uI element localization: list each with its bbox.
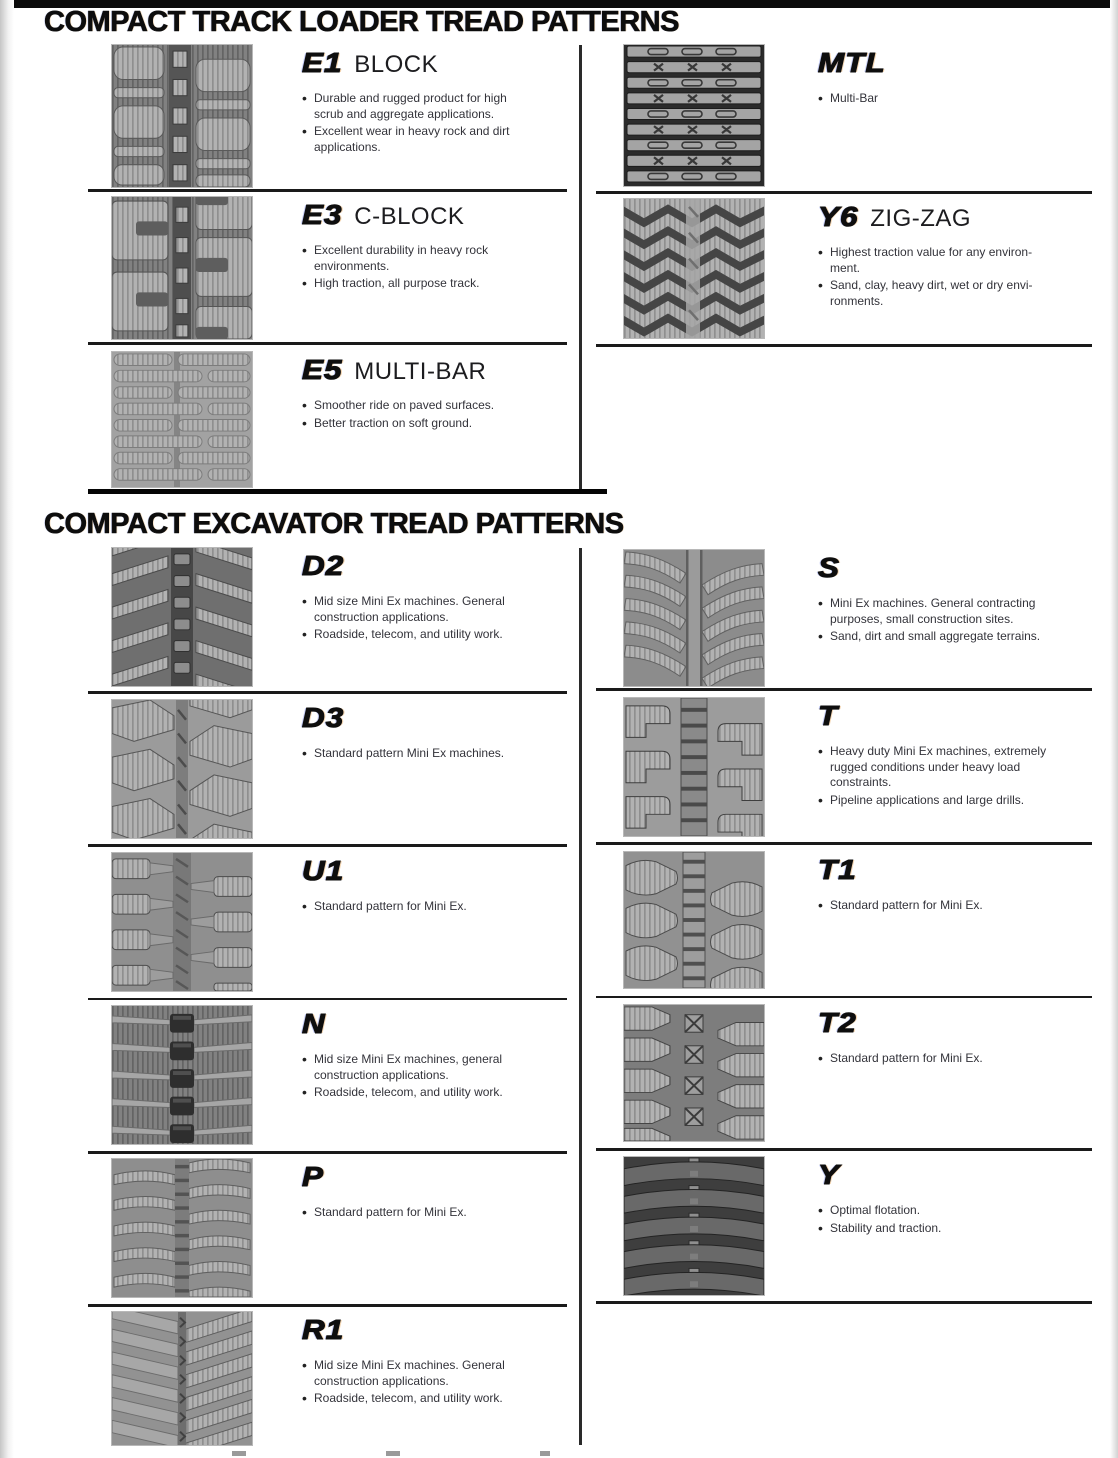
tread-photo-d2 xyxy=(112,548,252,686)
pattern-title xyxy=(302,47,530,83)
tread-photo-e5-multi-bar xyxy=(112,352,252,487)
tread-row-r1 xyxy=(112,1312,572,1447)
page-cutoff-mark xyxy=(540,1451,550,1456)
bullet-item: • Pipeline applications and large drills. xyxy=(818,793,1054,809)
tread-photo-t xyxy=(624,698,764,836)
bullet-item: • Standard pattern Mini Ex machines. xyxy=(302,746,530,762)
bullet-list xyxy=(818,744,1054,808)
row-separator xyxy=(596,1148,1092,1151)
pattern-code: MTL xyxy=(818,47,886,78)
pattern-code: R1 xyxy=(302,1314,345,1345)
tread-row-t2 xyxy=(624,1005,1094,1145)
tread-photo-s xyxy=(624,550,764,686)
pattern-code: D2 xyxy=(302,550,345,581)
pattern-name: BLOCK xyxy=(354,51,439,78)
tread-photo-d3 xyxy=(112,700,252,838)
bullet-list xyxy=(302,899,530,915)
row-separator xyxy=(596,344,1092,347)
tread-photo-t2 xyxy=(624,1005,764,1141)
tread-photo-e1-block xyxy=(112,45,252,187)
row-separator xyxy=(88,1151,567,1154)
row-separator xyxy=(88,342,567,345)
page-cutoff-mark xyxy=(232,1451,246,1456)
page-left-edge xyxy=(0,0,14,1458)
pattern-title xyxy=(818,47,1054,83)
bullet-item: • Standard pattern for Mini Ex. xyxy=(818,1051,1054,1067)
pattern-title xyxy=(818,700,1054,736)
bullet-item: • High traction, all purpose track. xyxy=(302,276,530,292)
bullet-item: • Stability and traction. xyxy=(818,1221,1054,1237)
bullet-list xyxy=(302,398,530,431)
section-bottom-rule xyxy=(88,489,607,494)
section-title-track-loader: COMPACT TRACK LOADER TREAD PATTERNS xyxy=(44,6,679,38)
bullet-item: • Roadside, telecom, and utility work. xyxy=(302,1391,530,1407)
tread-row-e1 xyxy=(112,45,572,189)
pattern-title xyxy=(818,1007,1054,1043)
bullet-item: • Sand, dirt and small aggregate terrains. xyxy=(818,629,1054,645)
pattern-name: ZIG-ZAG xyxy=(870,205,972,232)
row-separator xyxy=(88,691,567,694)
bullet-item: • Optimal flotation. xyxy=(818,1203,1054,1219)
bullet-list xyxy=(818,898,1054,914)
bullet-item: • Multi-Bar xyxy=(818,91,1054,107)
bullet-item: • Durable and rugged product for high scrub and aggregate applications. xyxy=(302,91,530,122)
pattern-title xyxy=(818,201,1054,237)
bullet-list xyxy=(302,243,530,292)
tread-photo-e3-c-block xyxy=(112,197,252,339)
pattern-code: T xyxy=(818,700,839,731)
row-separator xyxy=(596,1301,1092,1304)
pattern-title xyxy=(302,550,530,586)
page-right-edge xyxy=(1110,0,1118,1458)
tread-photo-y6-zig-zag xyxy=(624,199,764,338)
row-separator xyxy=(596,688,1092,691)
tread-photo-t1 xyxy=(624,852,764,988)
tread-row-s xyxy=(624,550,1094,688)
pattern-title xyxy=(302,702,530,738)
bullet-list xyxy=(302,1358,530,1407)
tread-row-t xyxy=(624,698,1094,838)
pattern-code: Y6 xyxy=(818,201,859,232)
tread-row-p xyxy=(112,1159,572,1299)
pattern-name: MULTI-BAR xyxy=(354,358,487,385)
pattern-code: E5 xyxy=(302,354,343,385)
bullet-item: • Mid size Mini Ex machines. General construction applications. xyxy=(302,1358,530,1389)
pattern-code: P xyxy=(302,1161,325,1192)
row-separator xyxy=(88,844,567,847)
row-separator xyxy=(88,998,567,1001)
tread-photo-u1 xyxy=(112,853,252,991)
tread-row-t1 xyxy=(624,852,1094,992)
row-separator xyxy=(596,996,1092,999)
pattern-code: E3 xyxy=(302,199,343,230)
bullet-item: • Highest traction value for any environ-ment. xyxy=(818,245,1054,276)
pattern-title xyxy=(818,854,1054,890)
column-divider xyxy=(579,548,582,1445)
pattern-title xyxy=(302,1314,530,1350)
pattern-code: S xyxy=(818,552,841,583)
pattern-title xyxy=(302,199,530,235)
bullet-list xyxy=(818,1203,1054,1236)
tread-photo-y xyxy=(624,1157,764,1295)
tread-row-mtl xyxy=(624,45,1094,189)
bullet-list xyxy=(818,245,1054,309)
pattern-code: E1 xyxy=(302,47,343,78)
page-cutoff-mark xyxy=(386,1451,400,1456)
bullet-item: • Better traction on soft ground. xyxy=(302,416,530,432)
bullet-item: • Mini Ex machines. General contracting purposes, small construction sites. xyxy=(818,596,1054,627)
row-separator xyxy=(596,842,1092,845)
pattern-title xyxy=(302,1008,530,1044)
bullet-list xyxy=(302,1205,530,1221)
pattern-code: T1 xyxy=(818,854,857,885)
pattern-name: C-BLOCK xyxy=(354,203,465,230)
pattern-title xyxy=(818,552,1054,588)
bullet-item: • Sand, clay, heavy dirt, wet or dry envi-ronments. xyxy=(818,278,1054,309)
bullet-list xyxy=(302,594,530,643)
row-separator xyxy=(88,189,567,192)
pattern-code: D3 xyxy=(302,702,345,733)
tread-row-y6 xyxy=(624,199,1094,341)
section-title-excavator: COMPACT EXCAVATOR TREAD PATTERNS xyxy=(44,508,624,540)
tread-row-u1 xyxy=(112,853,572,993)
pattern-code: T2 xyxy=(818,1007,857,1038)
pattern-title xyxy=(302,1161,530,1197)
pattern-title xyxy=(302,855,530,891)
bullet-list xyxy=(302,91,530,155)
bullet-item: • Roadside, telecom, and utility work. xyxy=(302,1085,530,1101)
bullet-item: • Mid size Mini Ex machines, general construction applications. xyxy=(302,1052,530,1083)
pattern-title xyxy=(818,1159,1054,1195)
bullet-item: • Standard pattern for Mini Ex. xyxy=(302,899,530,915)
bullet-list xyxy=(818,1051,1054,1067)
bullet-item: • Standard pattern for Mini Ex. xyxy=(302,1205,530,1221)
bullet-item: • Excellent wear in heavy rock and dirt applications. xyxy=(302,124,530,155)
tread-photo-r1 xyxy=(112,1312,252,1445)
tread-row-n xyxy=(112,1006,572,1146)
bullet-item: • Standard pattern for Mini Ex. xyxy=(818,898,1054,914)
tread-row-d3 xyxy=(112,700,572,840)
row-separator xyxy=(596,191,1092,194)
tread-row-d2 xyxy=(112,548,572,688)
bullet-item: • Smoother ride on paved surfaces. xyxy=(302,398,530,414)
pattern-code: U1 xyxy=(302,855,345,886)
bullet-item: • Mid size Mini Ex machines. General construction applications. xyxy=(302,594,530,625)
tread-row-y xyxy=(624,1157,1094,1297)
tread-photo-mtl xyxy=(624,45,764,186)
tread-photo-n xyxy=(112,1006,252,1144)
bullet-list xyxy=(818,91,1054,107)
bullet-list xyxy=(302,1052,530,1101)
column-divider xyxy=(579,45,582,489)
pattern-title xyxy=(302,354,530,390)
bullet-item: • Roadside, telecom, and utility work. xyxy=(302,627,530,643)
tread-row-e5 xyxy=(112,352,572,488)
row-separator xyxy=(88,1304,567,1307)
pattern-code: N xyxy=(302,1008,326,1039)
bullet-list xyxy=(302,746,530,762)
tread-row-e3 xyxy=(112,197,572,341)
tread-photo-p xyxy=(112,1159,252,1297)
bullet-list xyxy=(818,596,1054,645)
bullet-item: • Heavy duty Mini Ex machines, extremely rugged conditions under heavy load constraints. xyxy=(818,744,1054,791)
bullet-item: • Excellent durability in heavy rock environments. xyxy=(302,243,530,274)
pattern-code: Y xyxy=(818,1159,841,1190)
